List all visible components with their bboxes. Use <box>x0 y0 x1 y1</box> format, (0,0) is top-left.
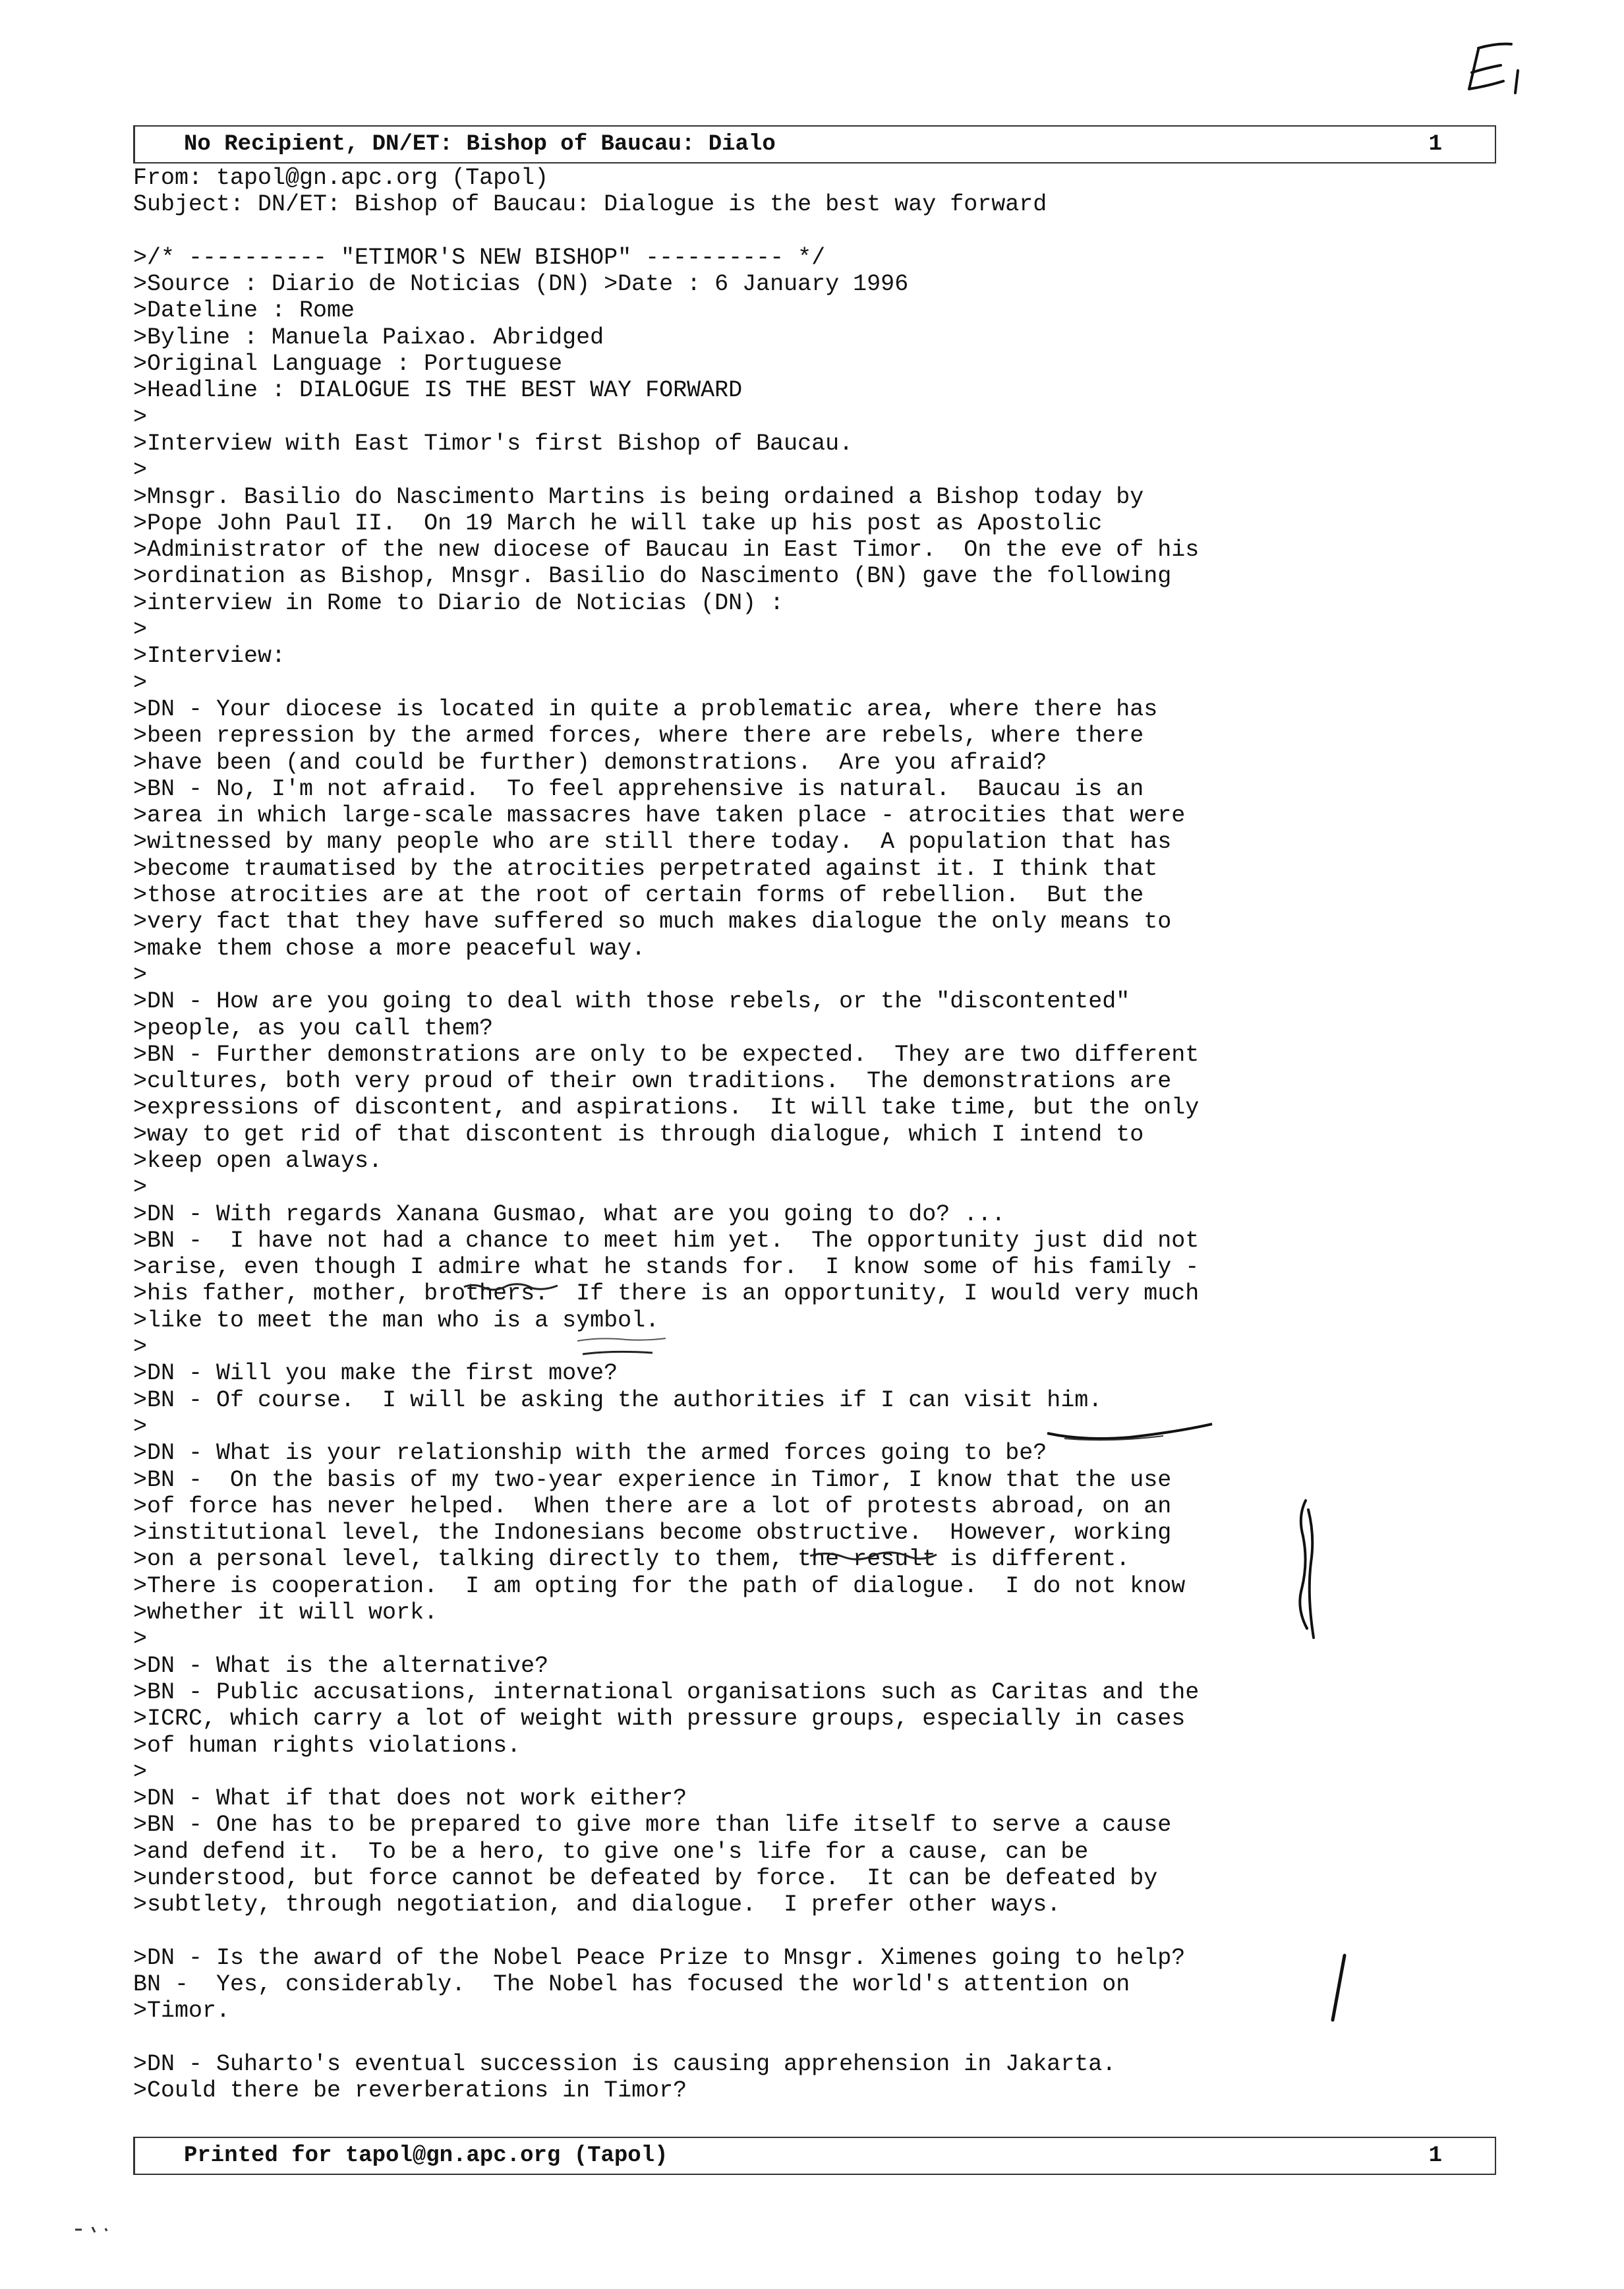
text-line: > <box>133 1334 148 1361</box>
handwritten-margin-line <box>1325 1951 1351 2024</box>
text-line: >BN - I have not had a chance to meet him yet. The opportunity just did not <box>133 1227 1200 1254</box>
text-line: >and defend it. To be a hero, to give one's life for a cause, can be <box>133 1838 1089 1865</box>
text-line: > <box>133 669 148 696</box>
text-line: >arise, even though I admire what he stands for. I know some of his family - <box>133 1254 1200 1281</box>
footer-printed-for: Printed for tapol@gn.apc.org (Tapol) <box>184 2143 668 2168</box>
text-line: >Dateline : Rome <box>133 297 355 324</box>
text-line: >Could there be reverberations in Timor? <box>133 2077 687 2104</box>
header-page-number: 1 <box>1428 132 1442 157</box>
text-line: >his father, mother, brothers. If there is an opportunity, I would very much <box>133 1280 1200 1307</box>
text-line: >of human rights violations. <box>133 1732 521 1759</box>
text-line: >ordination as Bishop, Mnsgr. Basilio do Nascimento (BN) gave the following <box>133 563 1172 590</box>
text-line: > <box>133 403 148 431</box>
text-line: >BN - No, I'm not afraid. To feel apprehensive is natural. Baucau is an <box>133 775 1144 802</box>
footer-page-number: 1 <box>1428 2143 1442 2168</box>
text-line: >Byline : Manuela Paixao. Abridged <box>133 324 604 351</box>
text-line <box>133 1918 1199 1945</box>
text-line: >subtlety, through negotiation, and dialogue. I prefer other ways. <box>133 1891 1061 1918</box>
handwritten-underline-obstructive <box>807 1547 939 1566</box>
text-line: >DN - Is the award of the Nobel Peace Prize to Mnsgr. Ximenes going to help? <box>133 1944 1186 1971</box>
handwritten-underline-symbol <box>573 1336 672 1362</box>
message-body <box>133 165 1199 2104</box>
text-line: >/* ---------- "ETIMOR'S NEW BISHOP" ---------- */ <box>133 244 826 271</box>
text-line: >have been (and could be further) demonstrations. Are you afraid? <box>133 749 1047 776</box>
text-line: >DN - Your diocese is located in quite a problematic area, where there has <box>133 696 1158 723</box>
header-title: No Recipient, DN/ET: Bishop of Baucau: Dialo <box>184 132 776 157</box>
text-line: > <box>133 616 148 643</box>
scan-mark <box>72 2222 119 2235</box>
text-line: >DN - What if that does not work either? <box>133 1785 687 1812</box>
text-line: >Interview: <box>133 643 286 670</box>
text-line: Subject: DN/ET: Bishop of Baucau: Dialogue is the best way forward <box>133 191 1047 218</box>
text-line: >BN - Public accusations, international organisations such as Caritas and the <box>133 1679 1200 1706</box>
text-line: > <box>133 1413 148 1440</box>
text-line: >ICRC, which carry a lot of weight with pressure groups, especially in cases <box>133 1706 1186 1733</box>
text-line: >people, as you call them? <box>133 1015 494 1042</box>
text-line: >DN - Suharto's eventual succession is causing apprehension in Jakarta. <box>133 2051 1116 2078</box>
text-line: >very fact that they have suffered so much makes dialogue the only means to <box>133 908 1172 936</box>
text-line: From: tapol@gn.apc.org (Tapol) <box>133 165 549 191</box>
text-line: > <box>133 1626 148 1653</box>
text-line: >DN - What is the alternative? <box>133 1652 549 1679</box>
handwritten-corner-mark <box>1460 36 1532 99</box>
text-line: >interview in Rome to Diario de Noticias (DN) : <box>133 589 784 616</box>
text-line: >keep open always. <box>133 1147 383 1174</box>
text-line: >like to meet the man who is a symbol. <box>133 1307 660 1334</box>
text-line: >cultures, both very proud of their own traditions. The demonstrations are <box>133 1068 1172 1095</box>
text-line: >of force has never helped. When there are a lot of protests abroad, on an <box>133 1493 1172 1520</box>
handwritten-underline-admire <box>461 1280 560 1293</box>
text-line: >area in which large-scale massacres have taken place - atrocities that were <box>133 802 1186 829</box>
header-box <box>133 125 1496 164</box>
handwritten-margin-bracket <box>1289 1497 1328 1642</box>
text-line: >on a personal level, talking directly to them, the result is different. <box>133 1546 1130 1573</box>
text-line: >institutional level, the Indonesians become obstructive. However, working <box>133 1520 1172 1547</box>
text-line: > <box>133 961 148 988</box>
text-line: >become traumatised by the atrocities perpetrated against it. I think that <box>133 855 1158 882</box>
handwritten-underline-visit-him <box>1045 1419 1216 1445</box>
text-line: >those atrocities are at the root of certain forms of rebellion. But the <box>133 882 1144 909</box>
text-line: >Mnsgr. Basilio do Nascimento Martins is being ordained a Bishop today by <box>133 483 1144 510</box>
text-line: >make them chose a more peaceful way. <box>133 935 646 962</box>
text-line: >Administrator of the new diocese of Baucau in East Timor. On the eve of his <box>133 537 1200 564</box>
text-line: >DN - Will you make the first move? <box>133 1360 618 1387</box>
text-line: >Interview with East Timor's first Bishop of Baucau. <box>133 430 854 457</box>
text-line: >DN - How are you going to deal with those rebels, or the "discontented" <box>133 988 1130 1015</box>
text-line: >Headline : DIALOGUE IS THE BEST WAY FORWARD <box>133 377 743 404</box>
text-line: >Timor. <box>133 1998 231 2025</box>
text-line: > <box>133 1174 148 1201</box>
text-line: >BN - On the basis of my two-year experience in Timor, I know that the use <box>133 1466 1172 1493</box>
text-line: >whether it will work. <box>133 1599 438 1626</box>
text-line: BN - Yes, considerably. The Nobel has focused the world's attention on <box>133 1971 1130 1998</box>
text-line: >Original Language : Portuguese <box>133 351 563 378</box>
text-line: >DN - What is your relationship with the armed forces going to be? <box>133 1440 1047 1467</box>
text-line: >been repression by the armed forces, where there are rebels, where there <box>133 723 1144 750</box>
text-line: >expressions of discontent, and aspirations. It will take time, but the only <box>133 1094 1200 1121</box>
text-line: >understood, but force cannot be defeated by force. It can be defeated by <box>133 1865 1158 1891</box>
text-line: >way to get rid of that discontent is through dialogue, which I intend to <box>133 1121 1144 1148</box>
text-line: >BN - Further demonstrations are only to be expected. They are two different <box>133 1041 1200 1068</box>
text-line: >BN - Of course. I will be asking the authorities if I can visit him. <box>133 1386 1103 1413</box>
text-line <box>133 2025 1199 2051</box>
footer-box <box>133 2137 1496 2175</box>
text-line: >Pope John Paul II. On 19 March he will take up his post as Apostolic <box>133 510 1103 537</box>
text-line: >There is cooperation. I am opting for the path of dialogue. I do not know <box>133 1572 1186 1599</box>
text-line: >Source : Diario de Noticias (DN) >Date : 6 January 1996 <box>133 271 909 298</box>
text-line: >witnessed by many people who are still there today. A population that has <box>133 829 1172 856</box>
text-line: >BN - One has to be prepared to give more than life itself to serve a cause <box>133 1812 1172 1839</box>
text-line: > <box>133 1758 148 1785</box>
text-line: >DN - With regards Xanana Gusmao, what are you going to do? ... <box>133 1201 1006 1228</box>
text-line <box>133 218 1199 245</box>
text-line: > <box>133 457 148 484</box>
